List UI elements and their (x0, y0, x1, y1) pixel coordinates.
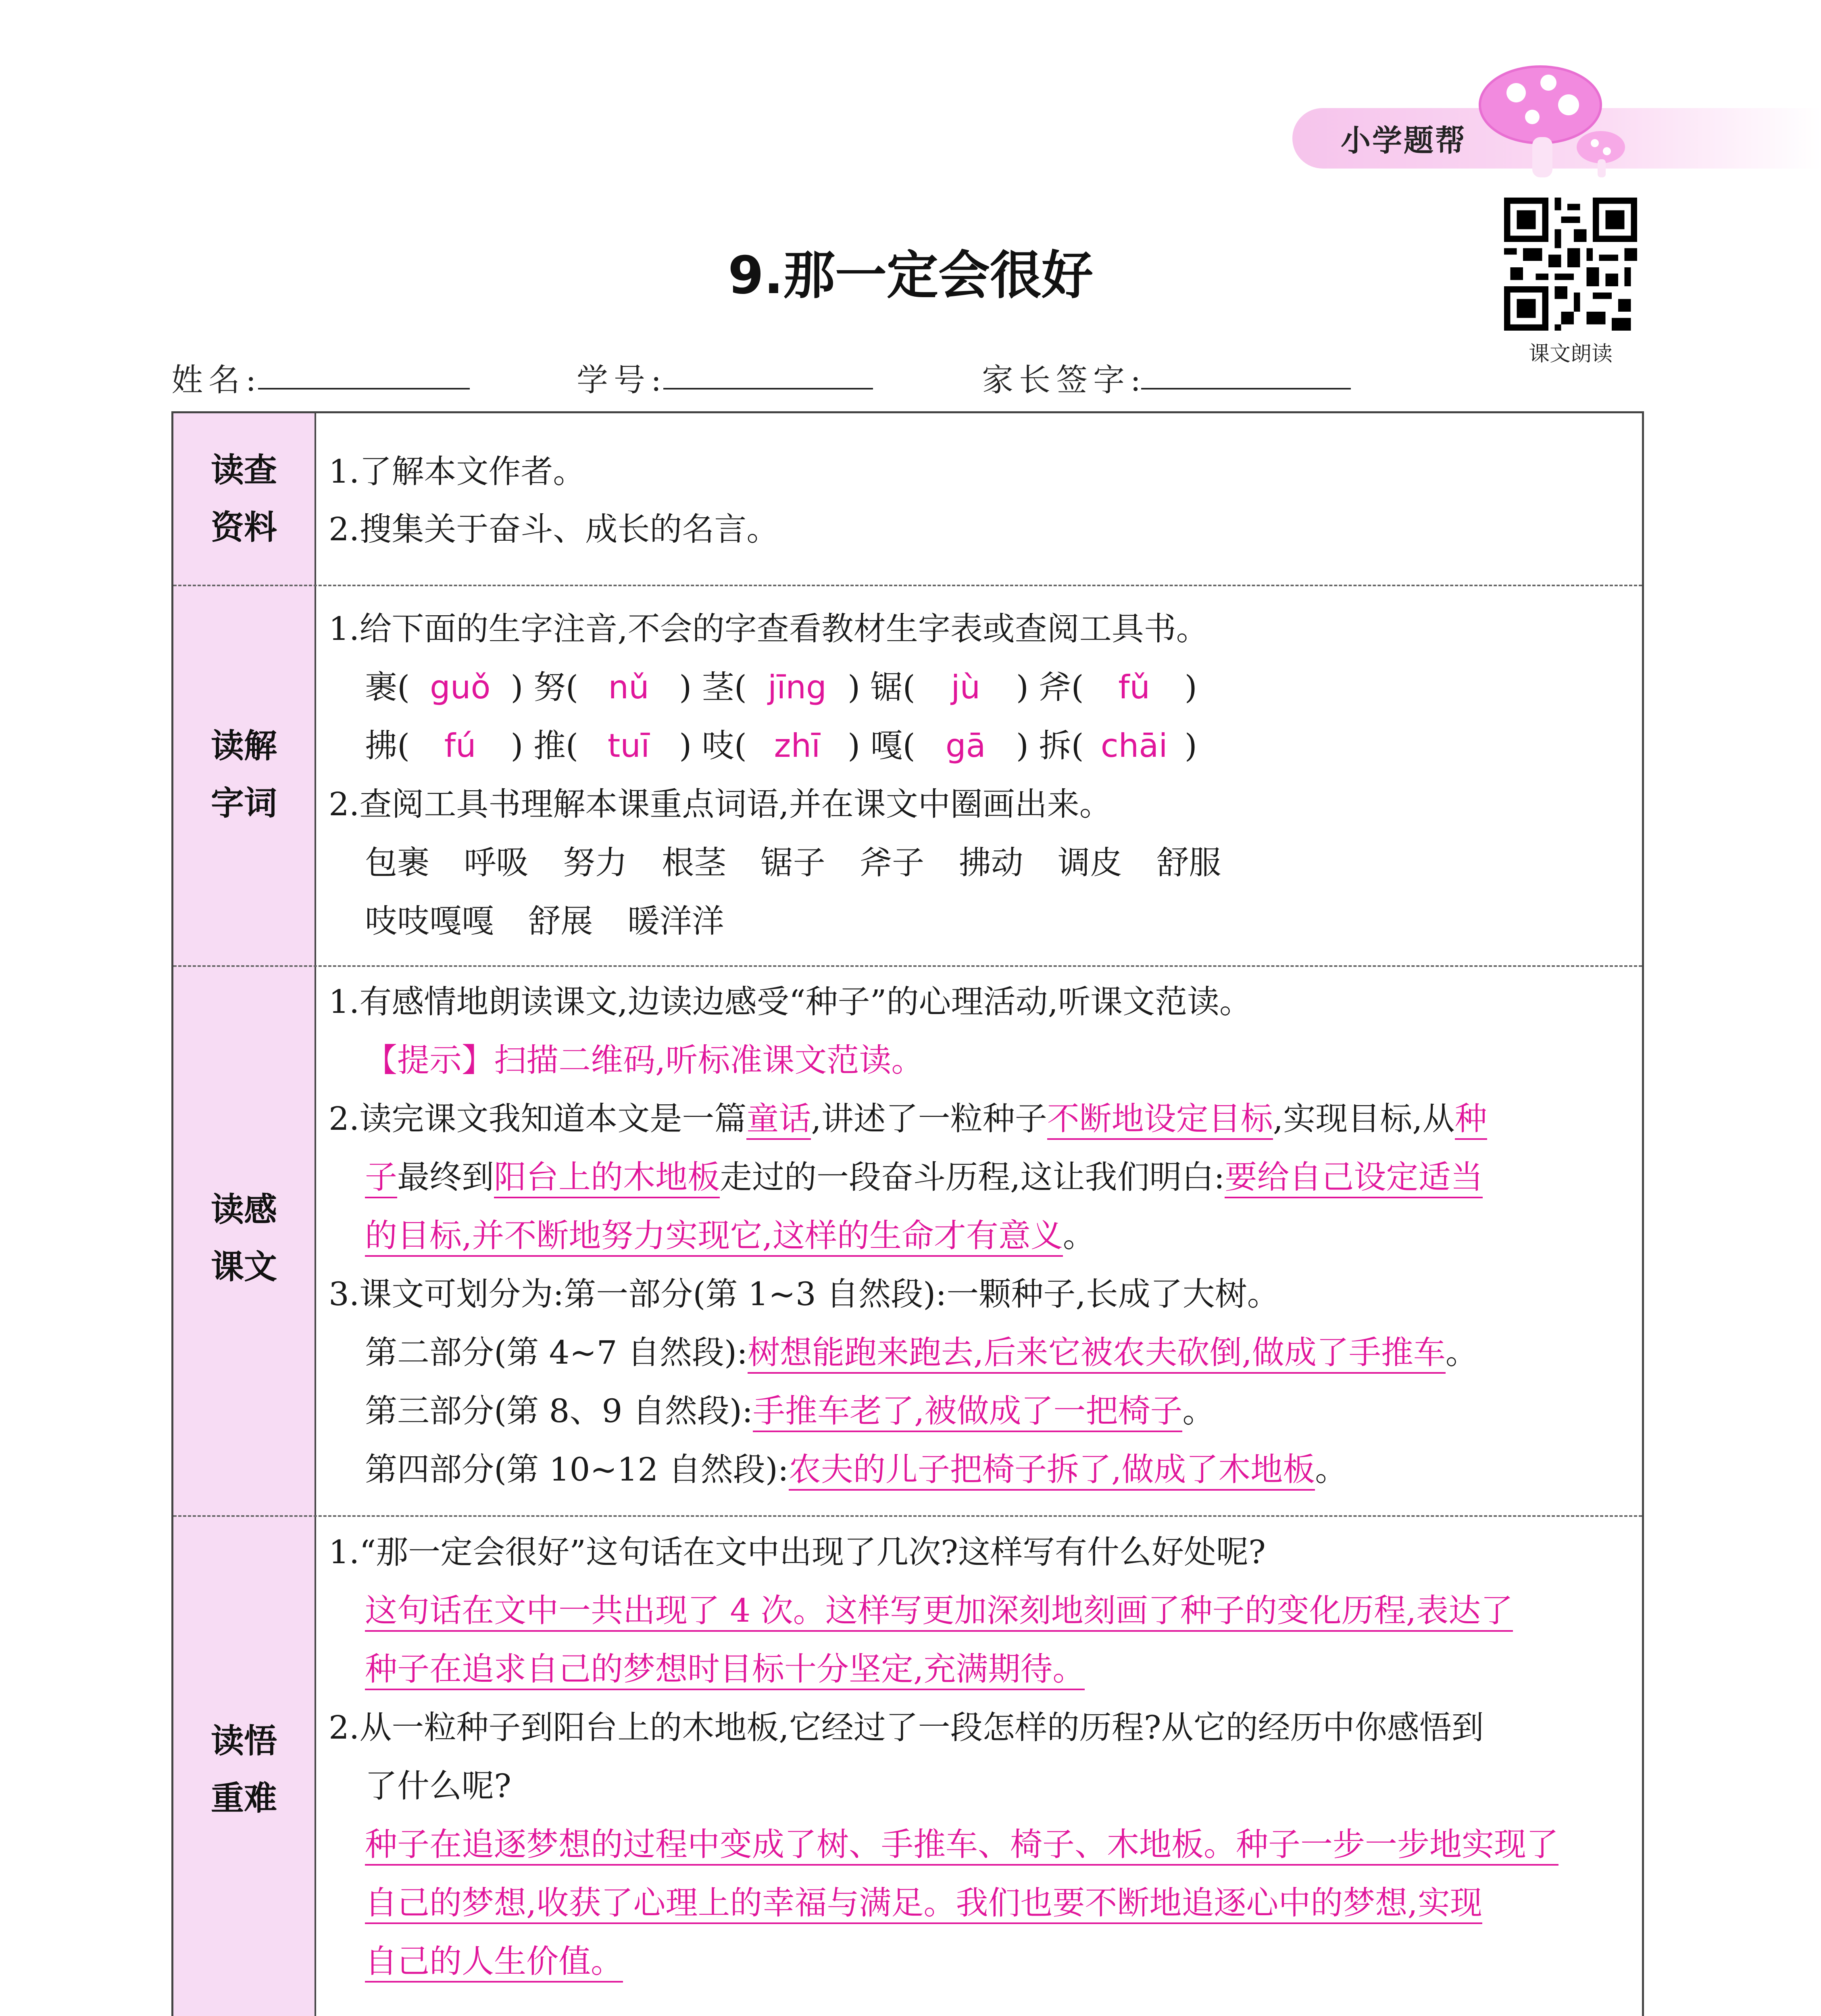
pinyin-answer: zhī (774, 727, 821, 764)
parent-sign-label: 家长签字: (982, 362, 1147, 398)
student-id-field[interactable] (663, 388, 873, 389)
question-text: 了什么呢? (365, 1767, 511, 1805)
answer-text: 农夫的儿子把椅子拆了,做成了木地板 (789, 1451, 1315, 1491)
answer-text: 树想能跑来跑去,后来它被农夫砍倒,做成了手推车 (748, 1334, 1446, 1374)
question-text: 2.读完课文我知道本文是一篇童话,讲述了一粒种子不断地设定目标,实现目标,从种 (329, 1099, 1487, 1139)
question-text: 2.查阅工具书理解本课重点词语,并在课文中圈画出来。 (329, 785, 1112, 823)
answer-text: 童话 (746, 1100, 811, 1140)
pinyin-answer: gā (945, 727, 986, 764)
list-item: 2.搜集关于奋斗、成长的名言。 (329, 510, 779, 548)
question-text: 1.“那一定会很好”这句话在文中出现了几次?这样写有什么好处呢? (329, 1533, 1266, 1571)
name-label: 姓名: (171, 362, 262, 398)
name-field[interactable] (258, 388, 470, 389)
pinyin-answer: tuī (607, 727, 650, 764)
part-answer: 第三部分(第 8、9 自然段):手推车老了,被做成了一把椅子。 (365, 1391, 1215, 1431)
vocabulary-list: 吱吱嘎嘎 舒展 暖洋洋 (365, 902, 724, 940)
question-text: 1.给下面的生字注音,不会的字查看教材生字表或查阅工具书。 (329, 610, 1208, 648)
answer-text: 手推车老了,被做成了一把椅子 (753, 1392, 1182, 1432)
question-text: 1.有感情地朗读课文,边读边感受“种子”的心理活动,听课文范读。 (329, 983, 1252, 1020)
pinyin-answer: jīng (767, 669, 827, 706)
column-divider (315, 413, 316, 2016)
answer-text: 阳台上的木地板 (494, 1158, 720, 1198)
section-label-vocabulary: 读解 字词 (210, 727, 277, 823)
pinyin-answer: jù (951, 669, 981, 706)
answer-text: 种子在追逐梦想的过程中变成了树、手推车、椅子、木地板。种子一步一步地实现了 (365, 1824, 1558, 1865)
answer-text: 要给自己设定适当 (1225, 1158, 1483, 1198)
parent-sign-field[interactable] (1141, 388, 1351, 389)
question-text: 3.课文可划分为:第一部分(第 1~3 自然段):一颗种子,长成了大树。 (329, 1275, 1279, 1313)
part-answer: 第二部分(第 4~7 自然段):树想能跑来跑去,后来它被农夫砍倒,做成了手推车。 (365, 1333, 1478, 1373)
answer-text: 种 (1455, 1100, 1487, 1140)
vocabulary-list: 包裹 呼吸 努力 根茎 锯子 斧子 拂动 调皮 舒服 (365, 844, 1221, 881)
answer-line: 的目标,并不断地努力实现它,这样的生命才有意义。 (365, 1216, 1095, 1256)
page-title: 9.那一定会很好 (728, 246, 1093, 306)
pinyin-answer: guǒ (430, 669, 491, 706)
section-label-key-points: 读悟 重难 (210, 1722, 277, 1818)
student-id-label: 学号: (577, 362, 667, 398)
list-item: 1.了解本文作者。 (329, 453, 585, 490)
pinyin-row: 裹( guǒ ) 努( nǔ ) 茎( jīng ) 锯( jù ) 斧( fǔ ) (365, 667, 1197, 708)
row-divider (173, 1515, 1642, 1517)
answer-text: 这句话在文中一共出现了 4 次。这样写更加深刻地刻画了种子的变化历程,表达了 (365, 1591, 1513, 1631)
question-text: 2.从一粒种子到阳台上的木地板,它经过了一段怎样的历程?从它的经历中你感悟到 (329, 1709, 1484, 1746)
row-divider (173, 965, 1642, 967)
pinyin-row: 拂( fú ) 推( tuī ) 吱( zhī ) 嘎( gā ) 拆( chāi ) (365, 726, 1197, 766)
mushroom-icon (1468, 60, 1629, 181)
pinyin-answer: fú (444, 727, 476, 764)
row-divider (173, 585, 1642, 586)
qr-caption: 课文朗读 (1528, 342, 1613, 366)
section-label-reference: 读查 资料 (210, 451, 277, 547)
pinyin-answer: nǔ (608, 669, 649, 706)
section-label-reading: 读感 课文 (210, 1191, 277, 1286)
question-text: 子最终到阳台上的木地板走过的一段奋斗历程,这让我们明白:要给自己设定适当 (365, 1157, 1483, 1198)
answer-text: 子 (365, 1158, 397, 1198)
brand-name: 小学题帮 (1341, 123, 1467, 158)
qr-code-icon[interactable] (1504, 198, 1637, 331)
answer-text: 种子在追求自己的梦想时目标十分坚定,充满期待。 (365, 1649, 1085, 1689)
answer-text: 自己的人生价值。 (365, 1941, 623, 1982)
pinyin-answer: chāi (1100, 727, 1168, 764)
answer-text: 不断地设定目标 (1047, 1100, 1273, 1140)
answer-text: 自己的梦想,收获了心理上的幸福与满足。我们也要不断地追逐心中的梦想,实现 (365, 1883, 1482, 1923)
tip-text: 【提示】扫描二维码,听标准课文范读。 (365, 1041, 924, 1079)
pinyin-answer: fǔ (1118, 669, 1150, 706)
part-answer: 第四部分(第 10~12 自然段):农夫的儿子把椅子拆了,做成了木地板。 (365, 1450, 1347, 1490)
answer-text: 的目标,并不断地努力实现它,这样的生命才有意义 (365, 1217, 1063, 1257)
